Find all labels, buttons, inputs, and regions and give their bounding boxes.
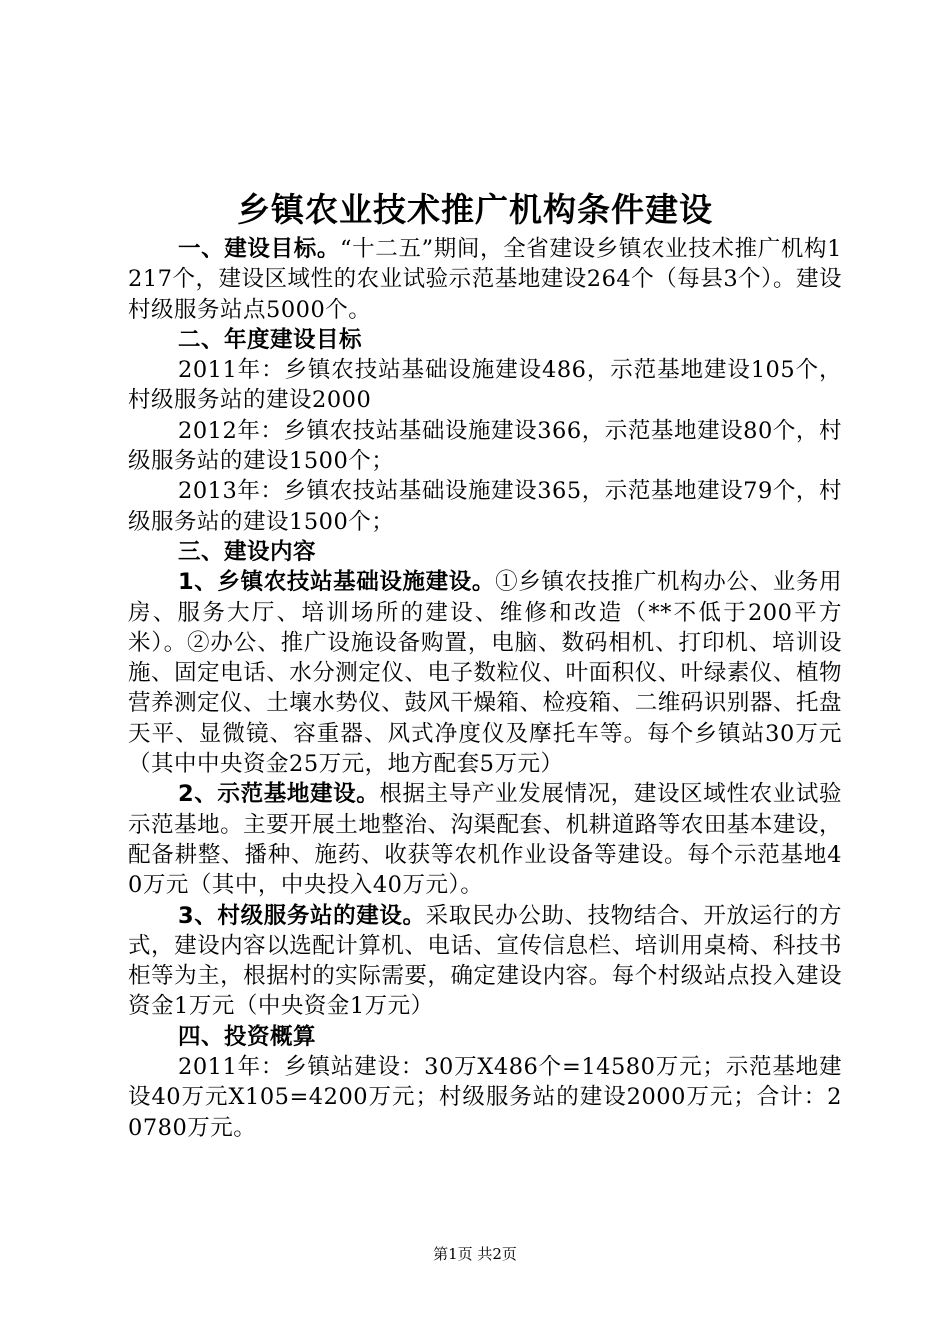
paragraph-text: 2011年：乡镇站建设：30万X486个=14580万元；示范基地建设40万元X105=4200万元；村级服务站的建设2000万元；合计：20780万元。 — [128, 1054, 842, 1141]
paragraph-text: “十二五”期间，全省建设乡镇农业技术推广机构1217个，建设区域性的农业试验示范基地建设264个（每县3个）。建设村级服务站点5000个。 — [128, 236, 842, 323]
paragraph-text: 2013年：乡镇农技站基础设施建设365，示范基地建设79个，村级服务站的建设1500个； — [128, 478, 842, 535]
section-heading: 二、年度建设目标 — [178, 326, 363, 353]
paragraph — [128, 416, 842, 477]
page-footer: 第1页 共2页 — [433, 1245, 517, 1263]
paragraph — [128, 325, 842, 355]
paragraph-text: 2011年：乡镇农技站基础设施建设486，示范基地建设105个，村级服务站的建设2000 — [128, 357, 842, 414]
paragraph — [128, 537, 842, 567]
section-heading: 2、示范基地建设。 — [178, 781, 380, 808]
paragraph — [128, 1022, 842, 1052]
paragraph-text: 2012年：乡镇农技站基础设施建设366，示范基地建设80个，村级服务站的建设1500个； — [128, 417, 842, 475]
paragraph — [128, 567, 842, 779]
section-heading: 三、建设内容 — [178, 538, 317, 565]
paragraph-text: ①乡镇农技推广机构办公、业务用房、服务大厅、培训场所的建设、维修和改造（**不低于200平方米）。②办公、推广设施设备购置，电脑、数码相机、打印机、培训设施、固定电话、水分测定仪、电子数粒仪、叶面积仪、叶绿素仪、植物营养测定仪、土壤水势仪、鼓风干燥箱、检疫箱、二维码识别器、托盘天平、显微镜、容重器、风式净度仪及摩托车等。每个乡镇站30万元（其中中央资金25万元，地方配套5万元） — [128, 569, 842, 778]
paragraph — [128, 901, 842, 1022]
paragraph-text: 采取民办公助、技物结合、开放运行的方式，建设内容以选配计算机、电话、宣传信息栏、培训用桌椅、科技书柜等为主，根据村的实际需要，确定建设内容。每个村级站点投入建设资金1万元（中央资金1万元） — [128, 902, 842, 1020]
page-title: 乡镇农业技术推广机构条件建设 — [237, 190, 713, 229]
section-heading: 一、建设目标。 — [178, 236, 341, 262]
paragraph — [128, 355, 842, 416]
paragraph — [128, 476, 842, 537]
document-body — [128, 234, 842, 1143]
section-heading: 1、乡镇农技站基础设施建设。 — [178, 569, 496, 596]
paragraph — [128, 234, 842, 325]
paragraph — [128, 1052, 842, 1143]
paragraph-text: 根据主导产业发展情况，建设区域性农业试验示范基地。主要开展土地整治、沟渠配套、机耕道路等农田基本建设，配备耕整、播种、施药、收获等农机作业设备等建设。每个示范基地40万元（其中，中央投入40万元）。 — [128, 781, 842, 899]
section-heading: 四、投资概算 — [178, 1023, 317, 1050]
section-heading: 3、村级服务站的建设。 — [178, 902, 426, 929]
paragraph — [128, 779, 842, 900]
